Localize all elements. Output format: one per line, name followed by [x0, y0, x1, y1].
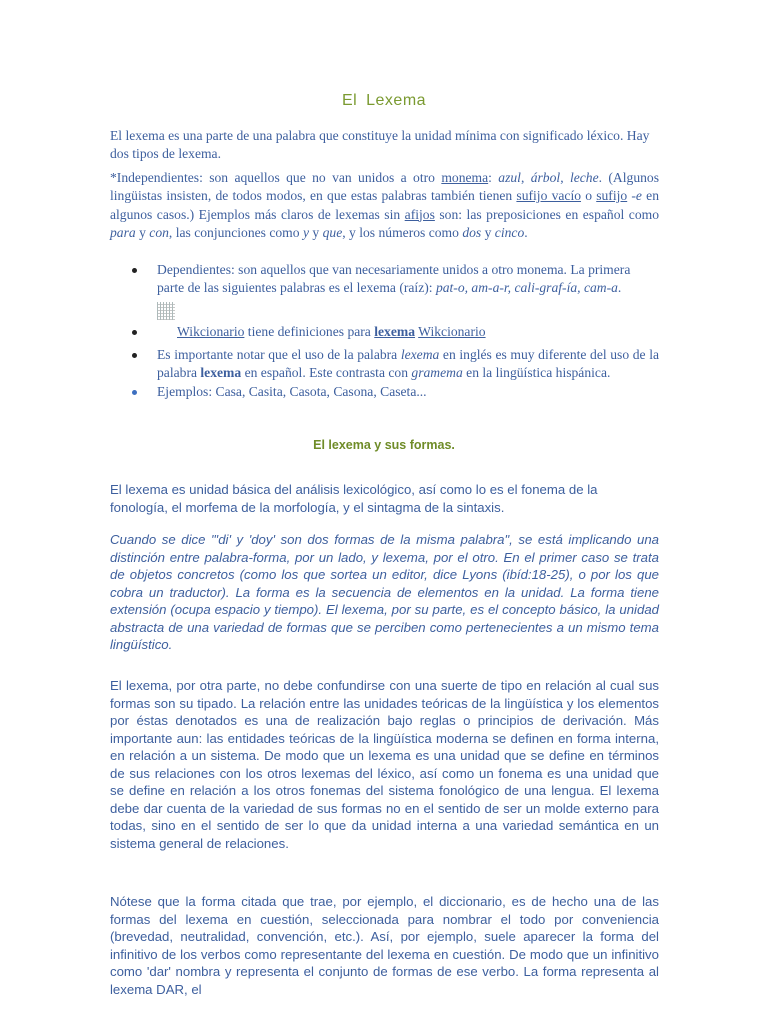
example-word: dos: [462, 224, 482, 240]
example-word: que: [322, 224, 343, 240]
text: :: [488, 170, 499, 185]
example-word: -e: [631, 188, 642, 204]
bullet-list: [110, 261, 659, 401]
independientes-paragraph: [110, 169, 659, 242]
list-item-dependientes: [110, 261, 659, 298]
text: y: [309, 224, 323, 240]
text: Ejemplos: Casa, Casita, Casota, Casona, Caseta...: [157, 383, 427, 399]
bullet-icon: [132, 268, 137, 273]
bold-word: lexema: [200, 365, 242, 381]
section-heading: El lexema y sus formas.: [313, 438, 455, 452]
example-word: con: [149, 224, 169, 240]
text: son: las preposiciones en español como: [434, 206, 659, 222]
link-lexema[interactable]: lexema: [374, 323, 416, 339]
text: *Independientes: son aquellos que no van unidos a otro: [110, 170, 442, 185]
cuando-paragraph: Cuando se dice "'di' y 'doy' son dos formas de la misma palabra", se está implicando una distinción entre palabra-forma, por un lado, y lexema, por el otro. En el primer caso se trata de objetos concretos (como los que sortea un editor, dice Lyons (ibíd:18-25), o por los que cobra un traductor). La forma es la secuencia de elementos en la unidad. La forma tiene extensión (ocupa espacio y tiempo). El lexema, por su parte, es el concepto básico, la unidad abstracta de una variedad de formas que se perciben como pertenecientes a un mismo tema lingüístico.: [110, 532, 659, 652]
text: ,: [520, 170, 531, 185]
example-word: para: [110, 224, 136, 240]
link-monema[interactable]: monema: [441, 170, 489, 185]
link-afijos[interactable]: afijos: [404, 206, 435, 222]
example-word: leche: [569, 170, 599, 185]
text: , y los números como: [342, 224, 463, 240]
page-title: El Lexema: [341, 92, 427, 109]
text: Dependientes: son aquellos que van necesariamente unidos a otro monema. La primera parte de las siguientes palabras es el lexema (raíz):: [157, 262, 631, 296]
example-word: y: [302, 224, 309, 240]
text: y: [135, 224, 150, 240]
text: . (Algunos lingüistas insisten, de todos modos, en que estas palabras también tienen: [110, 170, 659, 204]
text: en inglés es muy diferente del uso de la palabra: [157, 347, 659, 381]
bullet-icon: [132, 390, 137, 395]
example-words: pat-o, am-a-r, cali-graf-ía, cam-a: [435, 280, 618, 296]
link-sufijo-vacio[interactable]: sufijo vacío: [516, 188, 582, 204]
text: , las conjunciones como: [168, 224, 303, 240]
text: en la lingüística hispánica.: [462, 365, 611, 381]
text: o: [581, 188, 597, 204]
example-word: árbol: [530, 170, 561, 185]
list-item-wikcionario: [110, 323, 659, 341]
bullet-icon: [132, 330, 137, 335]
link-wikcionario[interactable]: Wikcionario: [177, 323, 245, 339]
list-item-ejemplos: [110, 383, 659, 401]
list-item-importante: [110, 346, 659, 383]
text: .: [524, 224, 528, 240]
list-item-wiki-icon: [110, 300, 659, 325]
intro-paragraph: El lexema es una parte de una palabra que constituye la unidad mínima con significado léxico. Hay dos tipos de lexema.: [110, 128, 650, 162]
text: y: [481, 224, 495, 240]
wiktionary-logo-icon: [157, 302, 175, 320]
example-word: lexema: [400, 347, 440, 363]
unidad-paragraph: El lexema es unidad básica del análisis lexicológico, así como lo es el fonema de la fonología, el morfema de la morfología, y el sintagma de la sintaxis.: [110, 482, 598, 515]
text: Es importante notar que el uso de la palabra: [157, 347, 401, 363]
example-word: azul: [498, 170, 521, 185]
text: ,: [560, 170, 570, 185]
example-word: cinco: [494, 224, 525, 240]
notese-paragraph: Nótese que la forma citada que trae, por ejemplo, el diccionario, es de hecho una de las formas del lexema en cuestión, seleccionada para nombrar el todo por conveniencia (brevedad, neutralidad, convención, etc.). Así, por ejemplo, suele aparecer la forma del infinitivo de los verbos como representante del lexema en cuestión. De modo que un infinitivo como 'dar' nombra y representa el conjunto de formas de ese verbo. La forma representa al lexema DAR, el: [110, 894, 659, 997]
text: en algunos casos.) Ejemplos más claros de lexemas sin: [110, 188, 659, 222]
text: tiene definiciones para: [244, 323, 375, 339]
otra-paragraph: El lexema, por otra parte, no debe confundirse con una suerte de tipo en relación al cual sus formas son su tipado. La relación entre las unidades teóricas de la lingüística y los elementos por éstas denotados es una de realización bajo reglas o principios de derivación. Más importante aun: las entidades teóricas de la lingüística moderna se definen en forma interna, en relación a un sistema. De modo que un lexema es una unidad que se define en términos de sus relaciones con los otros lexemas del léxico, así como un fonema es una unidad que se define en relación a los otros fonemas del sistema fonológico de una lengua. El lexema debe dar cuenta de la variedad de sus formas no en el sentido de ser un molde externo para todas, sino en el sentido de ser lo que da unidad interna a una variedad semántica en un sistema general de relaciones.: [110, 678, 659, 851]
link-sufijo[interactable]: sufijo: [596, 188, 628, 204]
example-word: gramema: [411, 365, 463, 381]
link-wikcionario-2[interactable]: Wikcionario: [418, 323, 486, 339]
bullet-icon: [132, 353, 137, 358]
text: .: [617, 280, 622, 296]
text: en español. Este contrasta con: [241, 365, 412, 381]
